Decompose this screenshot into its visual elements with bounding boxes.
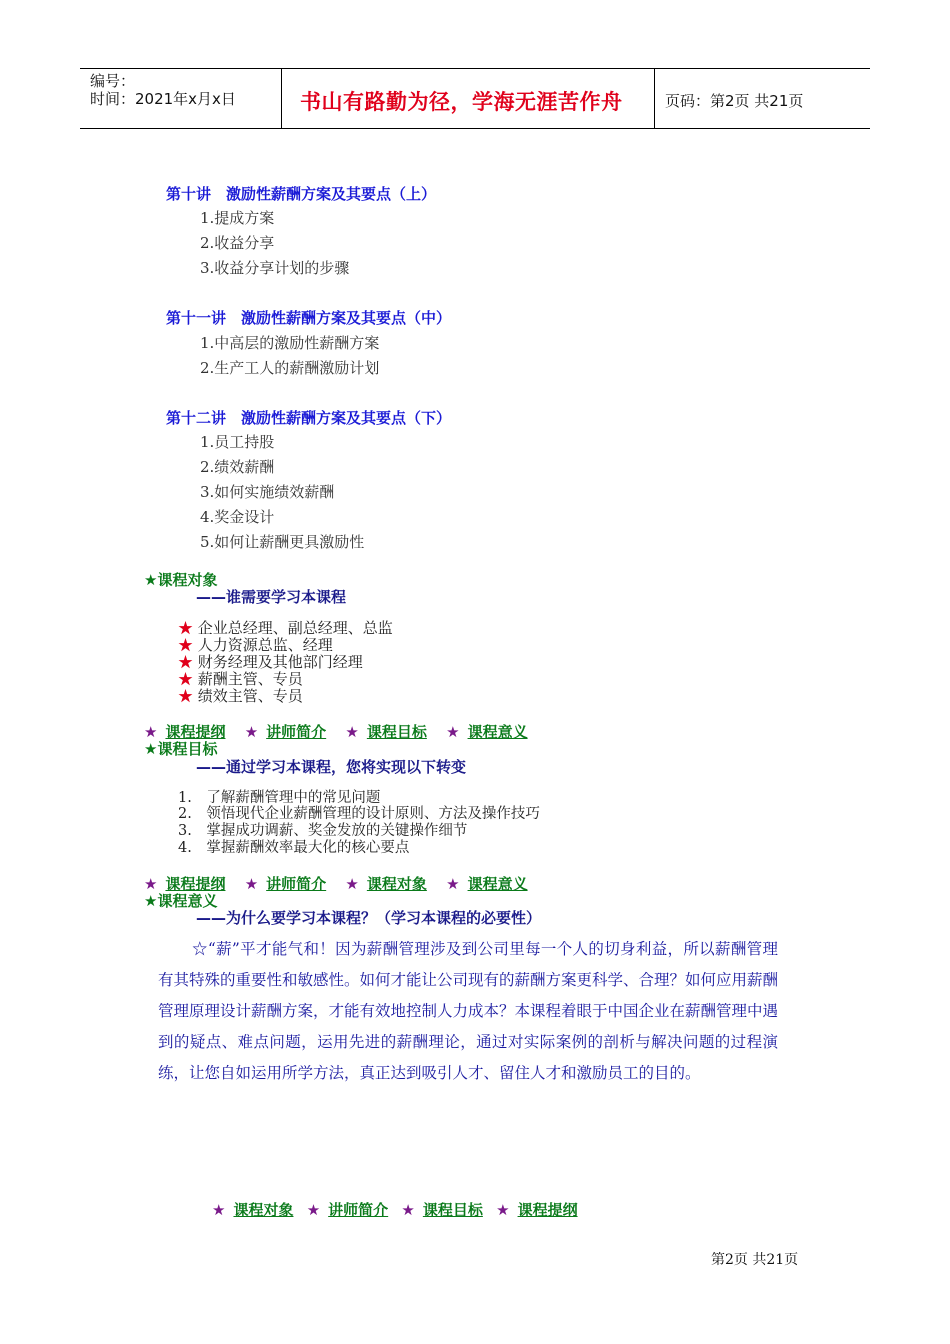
- significance-paragraph: ☆“薪”平才能气和！因为薪酬管理涉及到公司里每一个人的切身利益，所以薪酬管理有其特殊的重要性和敏感性。如何才能让公司现有的薪酬方案更科学、合理？如何应用薪酬管理原理设计薪酬方案，才能有效地控制人力成本？本课程着眼于中国企业在薪酬管理中遇到的疑点、难点问题，运用先进的薪酬理论，通过对实际案例的剖析与解决问题的过程演练，让您自如运用所学方法，真正达到吸引人才、留住人才和激励员工的目的。: [158, 940, 779, 1082]
- nav-link-outline[interactable]: 课程提纲: [165, 875, 226, 893]
- star-icon: ★: [144, 740, 158, 758]
- lecture-item: 3.收益分享计划的步骤: [200, 259, 350, 277]
- star-icon: ★: [446, 723, 460, 741]
- header-page-info: 页码：第2页 共21页: [665, 92, 804, 110]
- nav-link-audience[interactable]: 课程对象: [366, 875, 427, 893]
- nav-link-instructor[interactable]: 讲师简介: [266, 723, 327, 741]
- goal-item: 1. 了解薪酬管理中的常见问题: [178, 790, 381, 806]
- header-number-label: 编号：: [90, 72, 136, 90]
- lecture-item: 4.奖金设计: [200, 508, 275, 526]
- audience-subtitle: ——谁需要学习本课程: [196, 588, 347, 606]
- star-icon: ★: [178, 687, 194, 705]
- audience-item: ★ 薪酬主管、专员: [178, 670, 303, 688]
- header-bottom-rule: [80, 128, 870, 129]
- star-icon: ★: [144, 571, 158, 589]
- audience-item: ★ 绩效主管、专员: [178, 687, 303, 705]
- audience-item: ★ 企业总经理、副总经理、总监: [178, 619, 393, 637]
- header-divider-1: [281, 68, 282, 128]
- significance-heading-label: 课程意义: [157, 892, 218, 910]
- lecture-item: 5.如何让薪酬更具激励性: [200, 533, 365, 551]
- page-footer: 第2页 共21页: [711, 1252, 799, 1268]
- nav-link-goals[interactable]: 课程目标: [366, 723, 427, 741]
- goals-heading-label: 课程目标: [157, 740, 218, 758]
- audience-item: ★ 财务经理及其他部门经理: [178, 653, 363, 671]
- lecture-item: 1.提成方案: [200, 209, 275, 227]
- star-icon: ★: [178, 619, 194, 637]
- lecture-item: 2.收益分享: [200, 234, 275, 252]
- star-icon: ★: [144, 875, 158, 893]
- lecture-item: 1.中高层的激励性薪酬方案: [200, 334, 380, 352]
- significance-subtitle: ——为什么要学习本课程？（学习本课程的必要性）: [196, 909, 542, 927]
- lecture-item: 1.员工持股: [200, 433, 275, 451]
- header-top-rule: [80, 68, 870, 69]
- nav-link-significance[interactable]: 课程意义: [467, 723, 528, 741]
- star-icon: ★: [178, 636, 194, 654]
- audience-heading-label: 课程对象: [157, 571, 218, 589]
- audience-item: ★ 人力资源总监、经理: [178, 636, 333, 654]
- star-icon: ★: [212, 1201, 226, 1219]
- lecture-11-title: 第十一讲 激励性薪酬方案及其要点（中）: [166, 309, 452, 327]
- section-nav-3: [212, 1199, 592, 1220]
- nav-link-outline[interactable]: 课程提纲: [165, 723, 226, 741]
- nav-link-instructor[interactable]: 讲师简介: [328, 1201, 389, 1219]
- lecture-12-title: 第十二讲 激励性薪酬方案及其要点（下）: [166, 409, 452, 427]
- star-icon: ★: [496, 1201, 510, 1219]
- star-icon: ★: [446, 875, 460, 893]
- goal-item: 4. 掌握薪酬效率最大化的核心要点: [178, 840, 410, 856]
- nav-link-audience[interactable]: 课程对象: [233, 1201, 294, 1219]
- star-icon: ★: [345, 723, 359, 741]
- star-icon: ★: [144, 892, 158, 910]
- lecture-item: 3.如何实施绩效薪酬: [200, 483, 335, 501]
- lecture-item: 2.生产工人的薪酬激励计划: [200, 359, 380, 377]
- header-motto: 书山有路勤为径，学海无涯苦作舟: [300, 90, 623, 114]
- goal-item: 2. 领悟现代企业薪酬管理的设计原则、方法及操作技巧: [178, 806, 540, 822]
- star-icon: ★: [306, 1201, 321, 1219]
- nav-link-instructor[interactable]: 讲师简介: [266, 875, 327, 893]
- star-icon: ★: [178, 653, 194, 671]
- lecture-10-title: 第十讲 激励性薪酬方案及其要点（上）: [166, 185, 437, 203]
- header-date-label: 时间：2021年x月x日: [90, 90, 236, 108]
- star-icon: ★: [244, 875, 259, 893]
- nav-link-goals[interactable]: 课程目标: [422, 1201, 483, 1219]
- goal-item: 3. 掌握成功调薪、奖金发放的关键操作细节: [178, 823, 468, 839]
- header-divider-2: [654, 68, 655, 128]
- lecture-item: 2.绩效薪酬: [200, 458, 275, 476]
- nav-link-significance[interactable]: 课程意义: [467, 875, 528, 893]
- nav-link-outline[interactable]: 课程提纲: [517, 1201, 578, 1219]
- star-icon: ★: [345, 875, 359, 893]
- star-icon: ★: [401, 1201, 415, 1219]
- goals-subtitle: ——通过学习本课程，您将实现以下转变: [196, 758, 467, 776]
- star-icon: ★: [178, 670, 194, 688]
- star-icon: ★: [144, 723, 158, 741]
- star-icon: ★: [244, 723, 259, 741]
